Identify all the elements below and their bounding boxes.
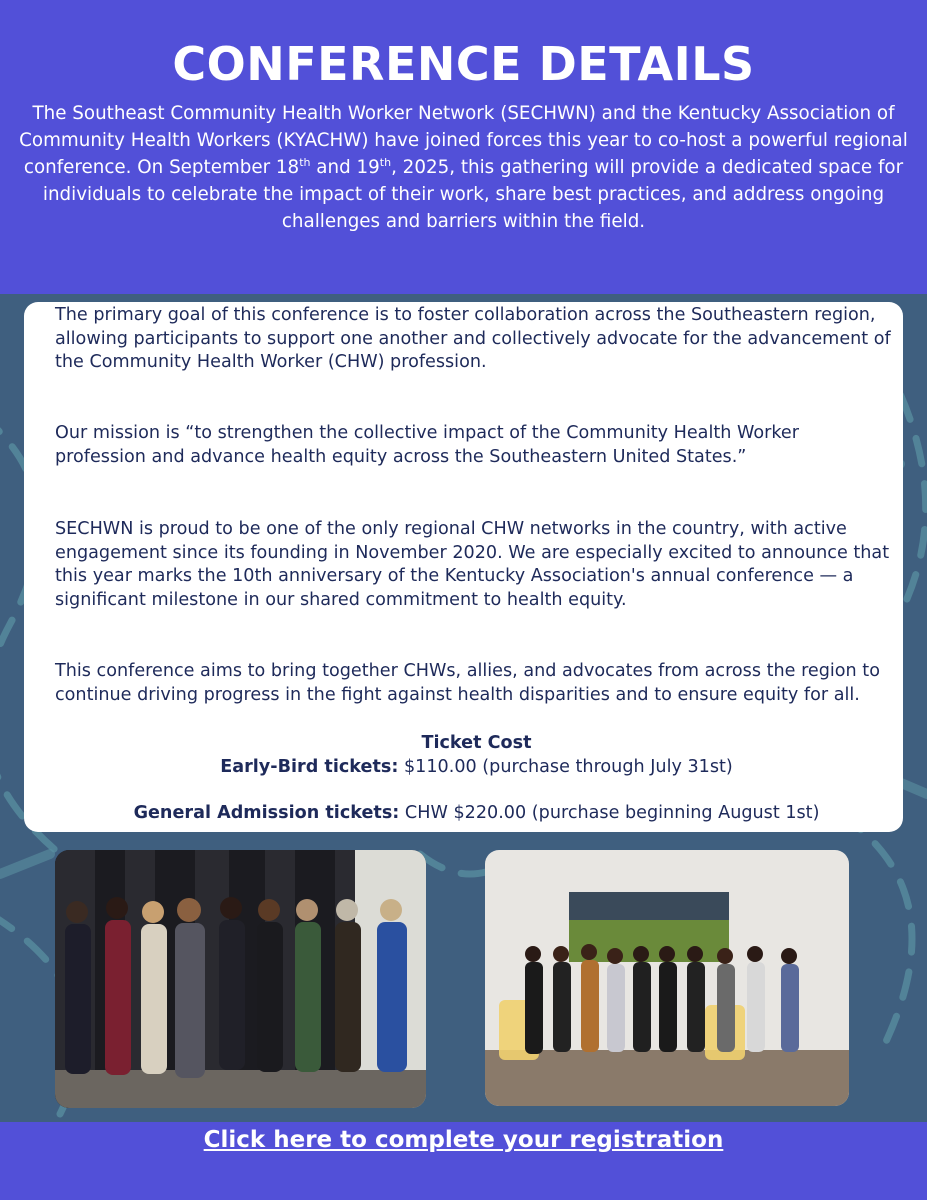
intro-text-b: and 19 (310, 157, 380, 178)
general-admission-value: CHW $220.00 (purchase beginning August 1st) (399, 803, 820, 823)
header-banner (0, 0, 927, 294)
registration-link[interactable]: Click here to complete your registration (203, 1127, 724, 1153)
intro-sup-2: th (379, 155, 392, 169)
mission-paragraph: Our mission is “to strengthen the collective impact of the Community Health Worker profession and advance health equity across the Southeastern United States.” (55, 423, 799, 467)
intro-text-a: The Southeast Community Health Worker Network (SECHWN) and the Kentucky Association of Community Health Workers (KYACHW) have joined forces this year to co-host a powerful regional conference. On September 18 (19, 103, 908, 178)
intro-paragraph (8, 100, 919, 235)
sechwn-paragraph: SECHWN is proud to be one of the only regional CHW networks in the country, with active engagement since its founding in November 2020. We are especially excited to announce that this year marks the 10th anniversary of the Kentucky Association's annual conference — a significant milestone in our shared commitment to health equity. (55, 519, 890, 610)
early-bird-value: $110.00 (purchase through July 31st) (398, 757, 733, 777)
intro-text-c: , 2025, this gathering will provide a dedicated space for individuals to celebrate the impact of their work, share best practices, and address ongoing challenges and barriers within the field. (42, 157, 904, 232)
early-bird-line (24, 756, 927, 779)
goal-paragraph: The primary goal of this conference is to foster collaboration across the Southeastern region, allowing participants to support one another and collectively advocate for the advancement of the Community Health Worker (CHW) profession. (55, 305, 891, 372)
group-photo-right (485, 850, 849, 1106)
ticket-cost-heading: Ticket Cost (421, 733, 532, 753)
footer-banner (0, 1122, 927, 1200)
aims-paragraph: This conference aims to bring together CHWs, allies, and advocates from across the region to continue driving progress in the fight against health disparities and to ensure equity for all. (55, 661, 880, 705)
intro-sup-1: th (299, 155, 311, 169)
group-photo-right-image (485, 850, 849, 1106)
general-admission-label: General Admission tickets: (133, 803, 400, 823)
group-photo-left (55, 850, 426, 1108)
page-title: CONFERENCE DETAILS (172, 37, 755, 91)
details-card (24, 302, 903, 832)
general-admission-line (24, 802, 927, 825)
group-photo-left-image (55, 850, 426, 1108)
early-bird-label: Early-Bird tickets: (220, 757, 399, 777)
